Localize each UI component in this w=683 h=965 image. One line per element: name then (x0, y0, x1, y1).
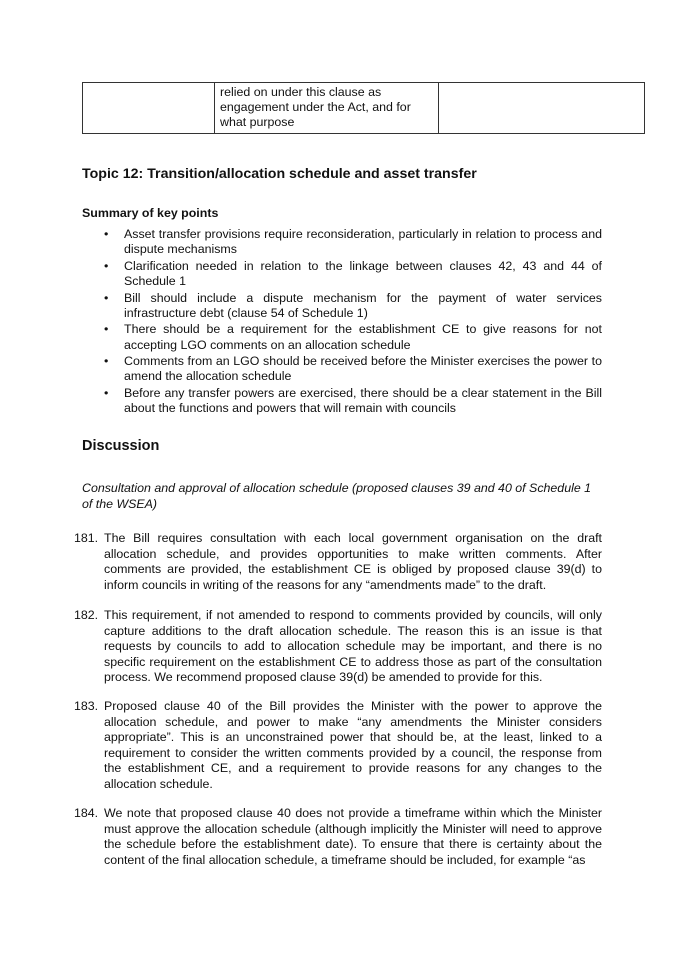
list-item (104, 354, 602, 384)
list-item-text: Comments from an LGO should be received before the Minister exercises the power to amend the allocation schedule (124, 354, 602, 384)
paragraph-text: Proposed clause 40 of the Bill provides the Minister with the power to approve the allocation schedule, and power to make “any amendments the Minister considers appropriate”. This is an unconstrained power that should be, at the least, linked to a requirement to consider the written comments provided by a council, the response from the establishment CE, and a requirement to provide reasons for any changes to the allocation schedule. (104, 699, 602, 791)
paragraph-text: The Bill requires consultation with each local government organisation on the draft allocation schedule, and provides opportunities to make written comments. After comments are provided, the establishment CE is obliged by proposed clause 39(d) to inform councils in writing of the reasons for any “amendments made” to the draft. (104, 531, 602, 592)
paragraph-number: 182. (74, 608, 99, 622)
table-cell: relied on under this clause as engagement under the Act, and for what purpose (215, 83, 439, 134)
list-item (104, 291, 602, 321)
list-item-text: There should be a requirement for the establishment CE to give reasons for not accepting LGO comments on an allocation schedule (124, 322, 602, 352)
list-item (104, 259, 602, 289)
numbered-paragraph (74, 531, 602, 593)
bullet-icon: • (104, 258, 109, 273)
list-item-text: Asset transfer provisions require reconsideration, particularly in relation to process and dispute mechanisms (124, 227, 602, 257)
list-item (104, 386, 602, 416)
paragraph-text: We note that proposed clause 40 does not provide a timeframe within which the Minister must approve the allocation schedule (although implicitly the Minister will need to approve the schedule before the establishment date). To ensure that there is certainty about the content of the final allocation schedule, a timeframe should be included, for example “as (104, 806, 602, 867)
bullet-icon: • (104, 354, 109, 369)
list-item (104, 322, 602, 352)
section-subheading: Consultation and approval of allocation schedule (proposed clauses 39 and 40 of Schedule 1 of the WSEA) (82, 481, 592, 511)
paragraph-number: 184. (74, 806, 99, 820)
paragraph-number: 183. (74, 699, 99, 713)
key-points-list (104, 227, 602, 418)
table-row (83, 83, 645, 134)
topic-heading: Topic 12: Transition/allocation schedule and asset transfer (82, 166, 477, 182)
bullet-icon: • (104, 290, 109, 305)
numbered-paragraph (74, 699, 602, 793)
bullet-icon: • (104, 385, 109, 400)
paragraph-number: 181. (74, 531, 99, 545)
list-item (104, 227, 602, 257)
discussion-heading: Discussion (82, 438, 160, 454)
paragraph-text: This requirement, if not amended to respond to comments provided by councils, will only capture additions to the draft allocation schedule. The reason this is an issue is that requests by councils to add to allocation schedule may be important, and there is no specific requirement on the establishment CE to address those as part of the consultation process. We recommend proposed clause 39(d) be amended to provide for this. (104, 608, 602, 685)
list-item-text: Bill should include a dispute mechanism for the payment of water services infrastructure debt (clause 54 of Schedule 1) (124, 290, 602, 320)
bullet-icon: • (104, 322, 109, 337)
table-cell (439, 83, 645, 134)
continuation-table (82, 82, 645, 134)
summary-heading: Summary of key points (82, 206, 219, 220)
bullet-icon: • (104, 227, 109, 241)
list-item-text: Before any transfer powers are exercised, there should be a clear statement in the Bill about the functions and powers that will remain with councils (124, 385, 602, 416)
numbered-paragraph (74, 608, 602, 686)
list-item-text: Clarification needed in relation to the linkage between clauses 42, 43 and 44 of Schedule 1 (124, 258, 602, 288)
numbered-paragraph (74, 806, 602, 868)
table-cell (83, 83, 215, 134)
